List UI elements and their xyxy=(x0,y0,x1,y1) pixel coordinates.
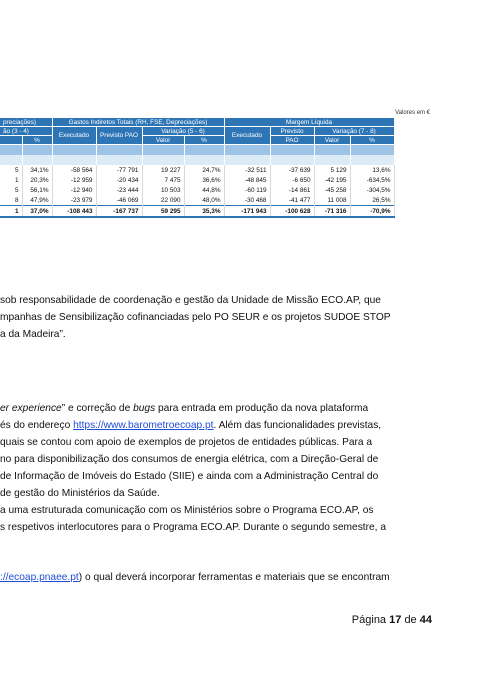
financial-table xyxy=(0,118,395,218)
page-number: 17 xyxy=(389,614,402,626)
page-label: Página xyxy=(351,614,387,626)
header-previsto-pao: Previsto PAO xyxy=(96,127,142,145)
header-pct-a: % xyxy=(22,136,52,145)
header-previsto: Previsto xyxy=(270,127,314,136)
header-pct-margem: % xyxy=(350,136,394,145)
header-variacao-7-8: Variação (7 - 8) xyxy=(314,127,394,136)
paragraph-ecoap-link xyxy=(0,569,480,586)
units-label: Valores em € xyxy=(395,110,430,116)
header-executado-margem: Executado xyxy=(224,127,270,145)
text-line: mpanhas de Sensibilização cofinanciadas pelo PO SEUR e os projetos SUDOE STOP xyxy=(0,312,391,323)
header-valor-margem: Valor xyxy=(314,136,350,145)
table-row: 5 34,1% -58 564 -77 791 19 227 24,7% -32 511 -37 639 5 129 13,6% xyxy=(0,165,394,175)
table-row: 5 56,1% -12 940 -23 444 10 503 44,8% -60 119 -14 861 -45 258 -304,5% xyxy=(0,185,394,195)
text-line: a uma estruturada comunicação com os Ministérios sobre o Programa ECO.AP, os xyxy=(0,505,374,516)
header-valor-gastos: Valor xyxy=(142,136,184,145)
financial-table-container xyxy=(0,118,432,218)
barometro-link[interactable]: https://www.barometroecoap.pt xyxy=(73,420,214,431)
text-line: s respetivos interlocutores para o Programa ECO.AP. Durante o segundo semestre, a xyxy=(0,522,386,533)
text-line: er experience” e correção de bugs para entrada em produção da nova plataforma xyxy=(0,403,369,414)
header-executado: Executado xyxy=(52,127,96,145)
text-line: ://ecoap.pnaee.pt) o qual deverá incorporar ferramentas e materiais que se encontram xyxy=(0,572,390,583)
table-total-row: 1 37,0% -108 443 -167 737 59 295 35,3% -171 943 -100 628 -71 316 -70,9% xyxy=(0,206,394,218)
text-line: a da Madeira”. xyxy=(0,329,66,340)
text-line: no para disponibilização dos consumos de energia elétrica, com a Direção-Geral de xyxy=(0,454,379,465)
header-pao: PAO xyxy=(270,136,314,145)
header-pct-gastos: % xyxy=(184,136,224,145)
header-margem-liquida: Margem Líquida xyxy=(224,118,394,127)
italic-text: er experience xyxy=(0,403,62,414)
text-line: de gestão do Ministérios da Saúde. xyxy=(0,488,160,499)
paragraph-platform xyxy=(0,400,480,536)
bugs-italic: bugs xyxy=(133,403,156,414)
text-line: és do endereço https://www.barometroecoap.pt. Além das funcionalidades previstas, xyxy=(0,420,382,431)
table-row: 1 20,3% -12 959 -20 434 7 475 36,6% -48 845 -6 650 -42 195 -634,5% xyxy=(0,175,394,185)
ecoap-link[interactable]: ://ecoap.pnaee.pt xyxy=(0,572,79,583)
header-variacao-5-6: Variação (5 - 6) xyxy=(142,127,224,136)
table-row: 8 47,9% -23 979 -46 069 22 090 48,0% -30 468 -41 477 11 008 26,5% xyxy=(0,195,394,206)
header-depreciacoes: preciações) xyxy=(0,118,52,127)
table-spacer-row xyxy=(0,145,394,156)
header-blank xyxy=(0,136,22,145)
header-variacao-3-4: ão (3 - 4) xyxy=(0,127,52,136)
text-line: quais se contou com apoio de exemplos de projetos de entidades públicas. Para a xyxy=(0,437,373,448)
text-line: de Informação de Imóveis do Estado (SIIE) e ainda com a Administração Central do xyxy=(0,471,379,482)
paragraph-coordination xyxy=(0,292,480,343)
page-of: de xyxy=(404,614,417,626)
page-total: 44 xyxy=(419,614,432,626)
header-gastos-indiretos: Gastos Indiretos Totais (RH, FSE, Depreciações) xyxy=(52,118,224,127)
text-line: sob responsabilidade de coordenação e gestão da Unidade de Missão ECO.AP, que xyxy=(0,295,381,306)
table-spacer-row xyxy=(0,155,394,165)
page-footer xyxy=(310,614,432,626)
